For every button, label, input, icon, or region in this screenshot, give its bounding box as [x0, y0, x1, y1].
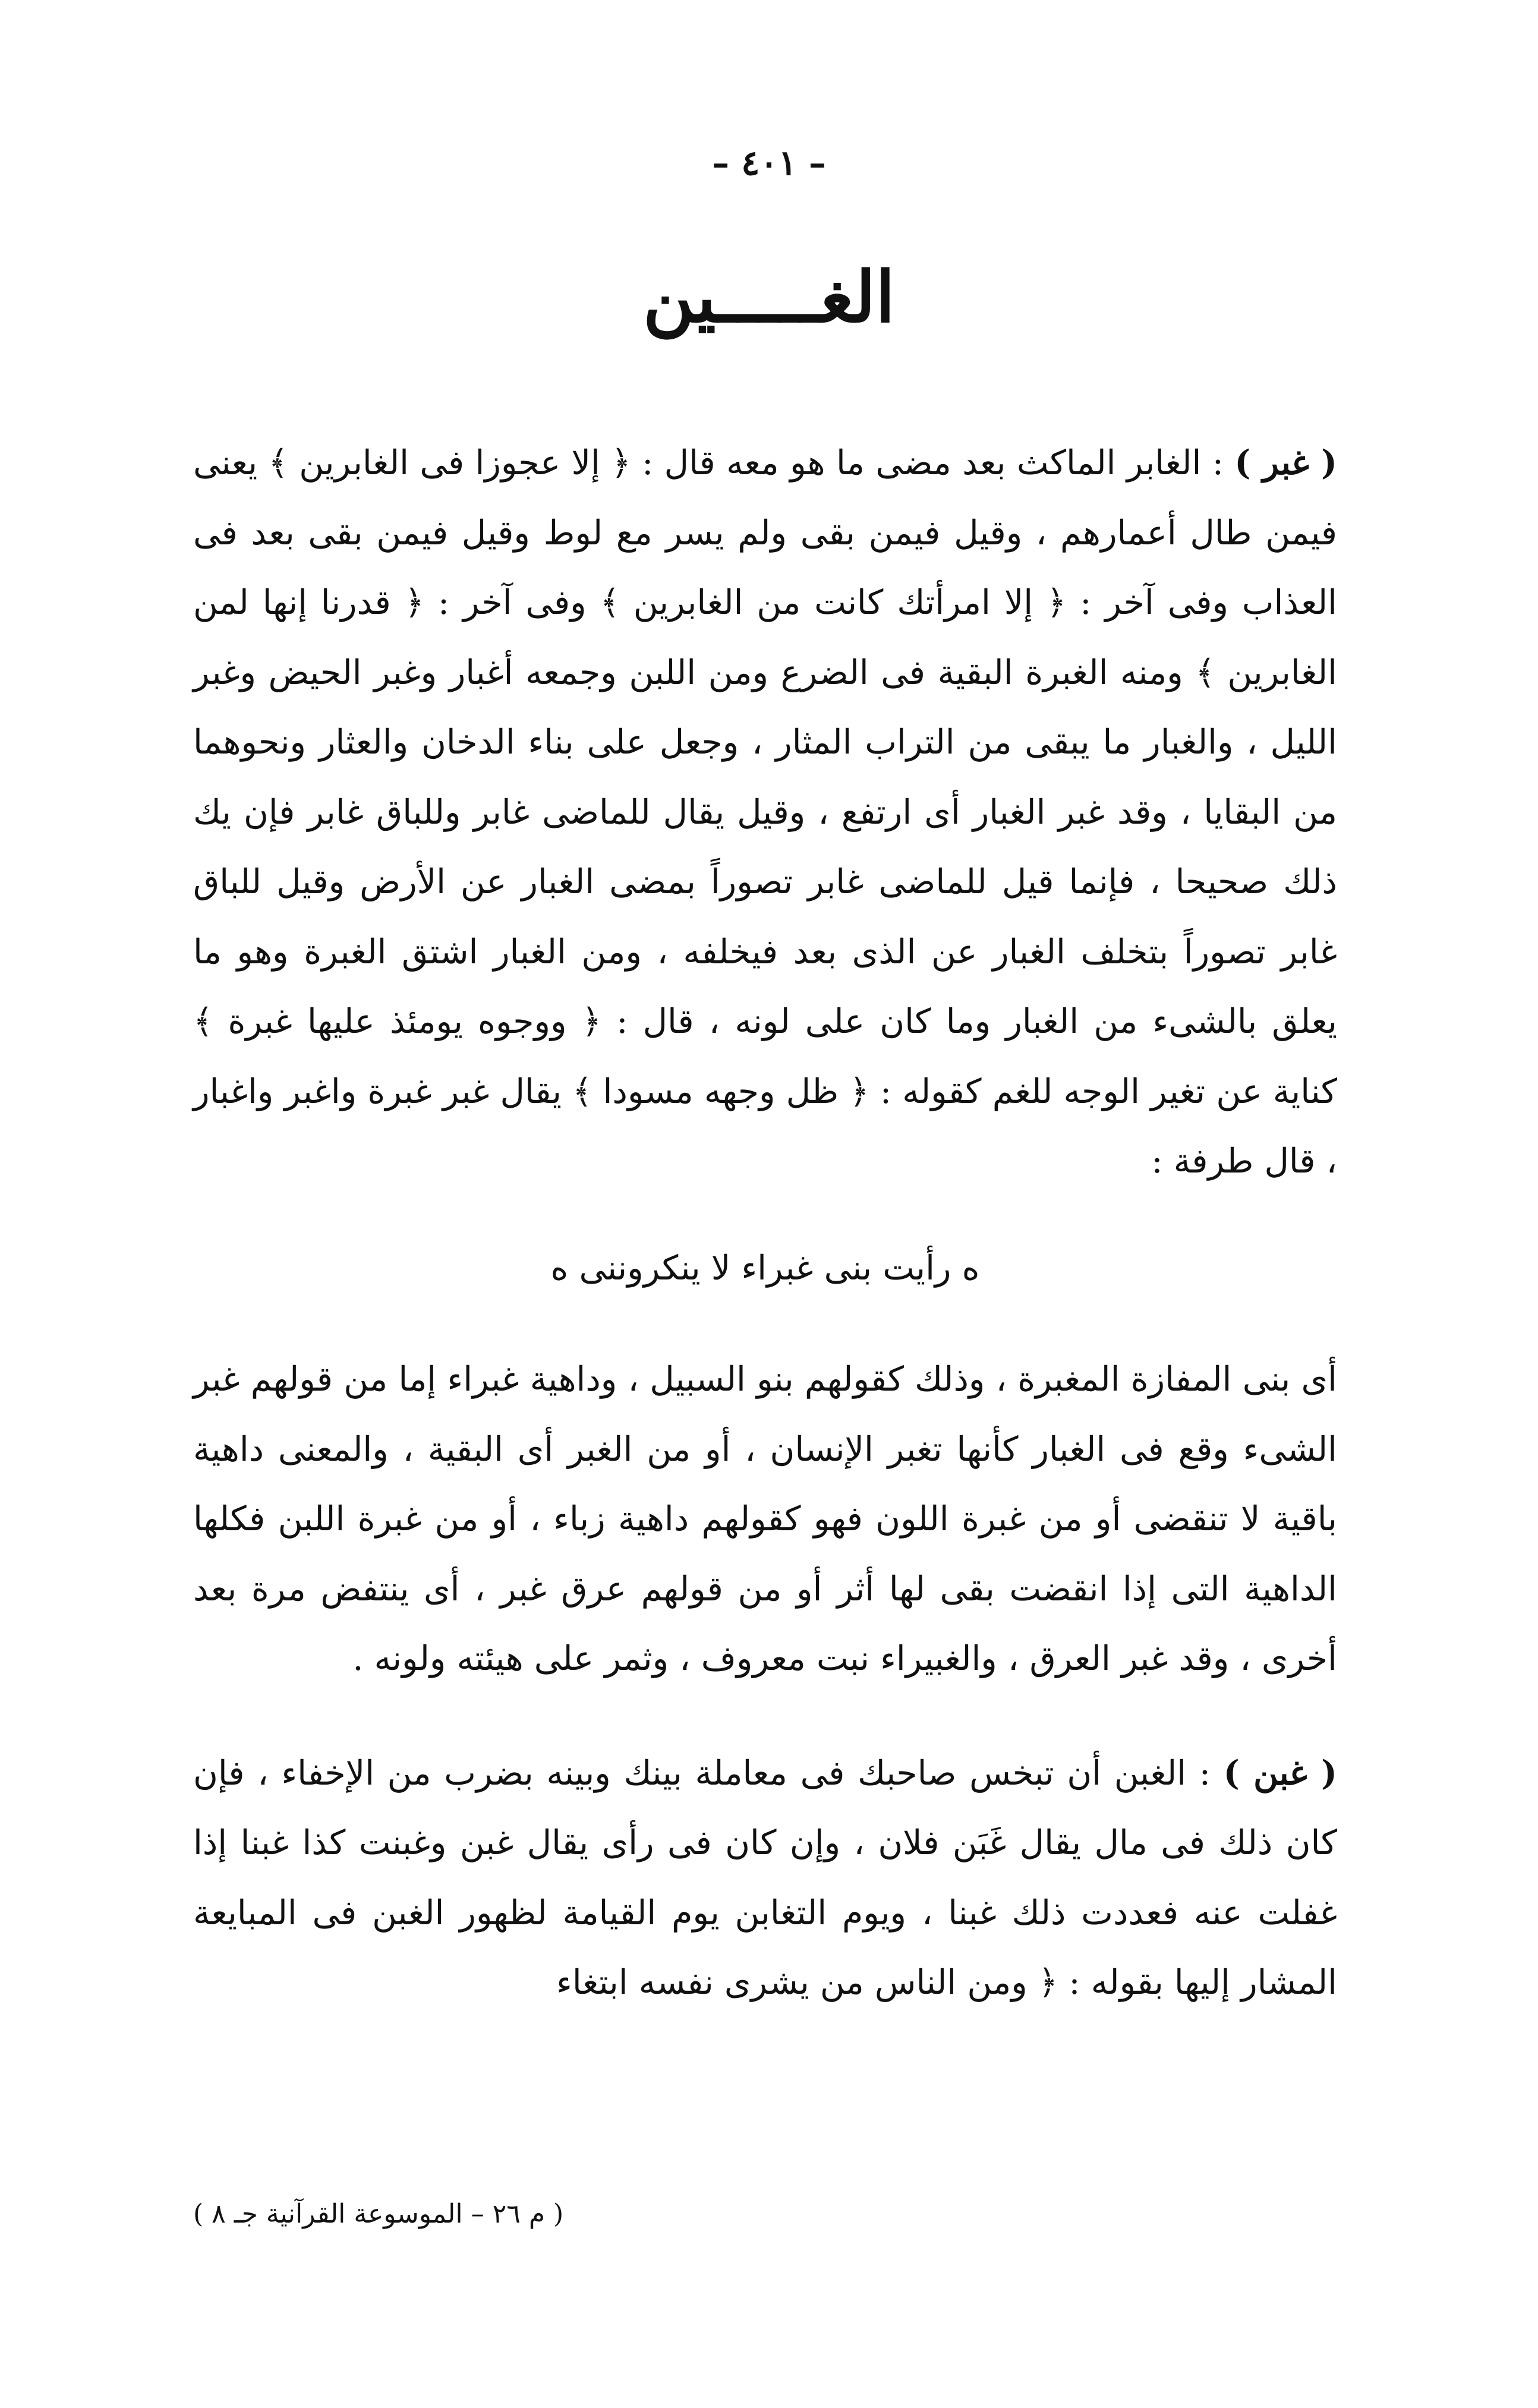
- entry-text: : الغابر الماكث بعد مضى ما هو معه قال : ﴿ إلا عجوزا فى الغابرين ﴾ يعنى فيمن طال أعمارهم ، وقيل فيمن بقى ولم يسر مع لوط وقيل فيمن بقى بعد فى العذاب وفى آخر : ﴿ إلا امرأتك كانت من الغابرين ﴾ وفى آخر : ﴿ قدرنا إنها لمن الغابرين ﴾ ومنه الغبرة البقية فى الضرع ومن اللبن وجمعه أغبار وغبر الحيض وغبر الليل ، والغبار ما يبقى من التراب المثار ، وجعل على بناء الدخان والعثار ونحوهما من البقايا ، وقد غبر الغبار أى ارتفع ، وقيل يقال للماضى غابر وللباق غابر فإن يك ذلك صحيحا ، فإنما قيل للماضى غابر تصوراً بمضى الغبار عن الأرض وقيل للباق غابر تصوراً بتخلف الغبار عن الذى بعد فيخلفه ، ومن الغبار اشتق الغبرة وهو ما يعلق بالشىء من الغبار وما كان على لونه ، قال : ﴿ ووجوه يومئذ عليها غبرة ﴾ كناية عن تغير الوجه للغم كقوله : ﴿ ظل وجهه مسودا ﴾ يقال غبر غبرة واغبر واغبار ، قال طرفة :: [193, 443, 1337, 1181]
- entry-text: : الغبن أن تبخس صاحبك فى معاملة بينك وبينه بضرب من الإخفاء ، فإن كان ذلك فى مال يقال غَبَن فلان ، وإن كان فى رأى يقال غبن وغبنت كذا غبنا إذا غفلت عنه فعددت ذلك غبنا ، ويوم التغابن يوم القيامة لظهور الغبن فى المبايعة المشار إليها بقوله : ﴿ ومن الناس من يشرى نفسه ابتغاء: [193, 1753, 1337, 2002]
- poetry-verse: ه رأيت بنى غبراء لا ينكروننى ه: [550, 1248, 980, 1288]
- entry-ghabar: [193, 428, 1337, 1197]
- entry-ghabn: [193, 1738, 1337, 2018]
- page-body: [193, 428, 1337, 2018]
- chapter-title: الغـــــين: [643, 256, 895, 338]
- footnote: [193, 2199, 1337, 2229]
- entry-keyword: ( غبن ): [1223, 1753, 1337, 1793]
- footnote-text: ( م ٢٦ – الموسوعة القرآنية جـ ٨ ): [193, 2199, 564, 2229]
- page-number: – ٤٠١ –: [712, 143, 826, 183]
- entry-continuation: أى بنى المفازة المغبرة ، وذلك كقولهم بنو السبيل ، وداهية غبراء إما من قولهم غبر الشىء وقع فى الغبار كأنها تغبر الإنسان ، أو من الغبر أى البقية ، والمعنى داهية باقية لا تنقضى أو من غبرة اللون فهو كقولهم داهية زباء ، أو من غبرة اللبن فكلها الداهية التى إذا انقضت بقى لها أثر أو من قولهم عرق غبر ، أى ينتفض مرة بعد أخرى ، وقد غبر العرق ، والغبيراء نبت معروف ، وثمر على هيئته ولونه .: [193, 1360, 1337, 1678]
- entry-keyword: ( غبر ): [1234, 443, 1337, 483]
